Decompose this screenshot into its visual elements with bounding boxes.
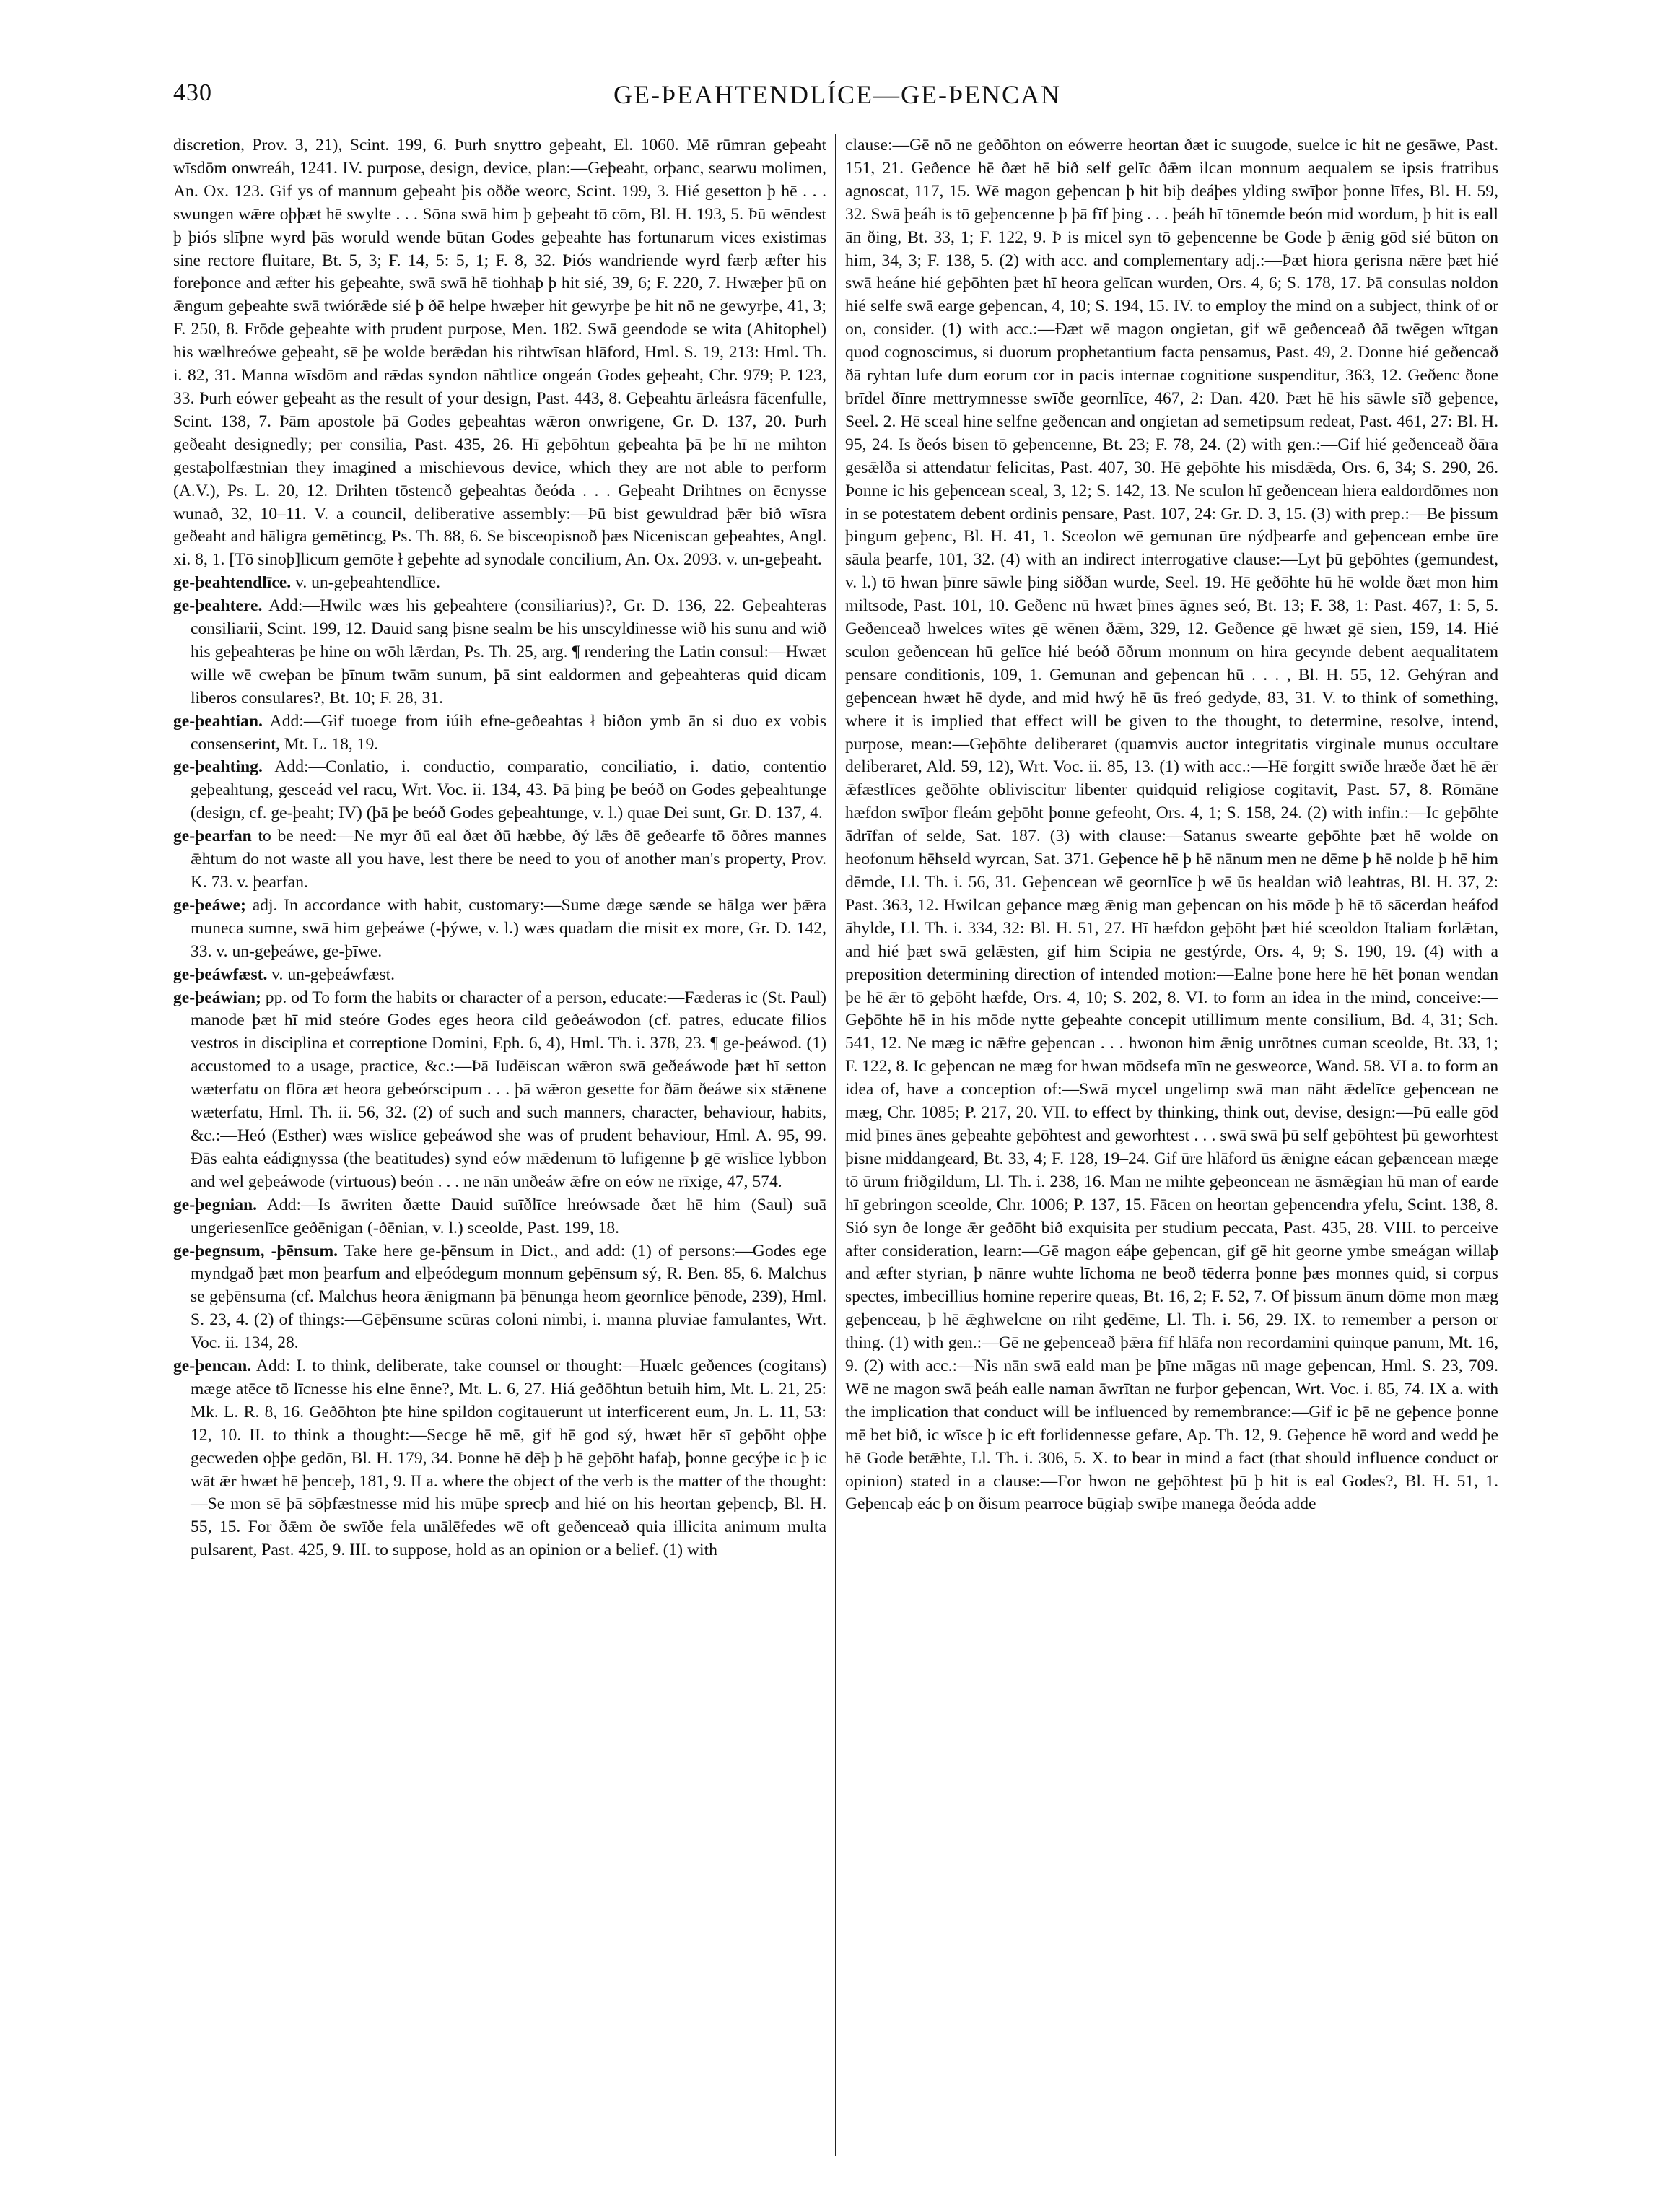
entry-headword: ge-þeahting. <box>173 757 263 777</box>
entry-headword: ge-þencan. <box>173 1357 252 1376</box>
dictionary-entry <box>173 1240 826 1356</box>
entry-continuation: discretion, Prov. 3, 21), Scint. 199, 6. Þurh snyttro geþeaht, El. 1060. Mē rūmran geþeaht wīsdōm onwreáh, 1241. IV. purpose, design, device, plan:—Geþeaht, orþanc, searwu molimen, An. Ox. 123. Gif ys of mannum geþeaht þis oððe weorc, Scint. 199, 3. Hié gesetton þ hē . . . swungen wǣre oþþæt hē swylte . . . Sōna swā him þ geþeaht tō cōm, Bl. H. 193, 5. Þū wēndest þ þiós slīþne wyrd þās woruld wende būtan Godes geþeahte has fortunarum vices existimas sine rectore fluitare, Bt. 5, 3; F. 14, 5: 5, 1; F. 8, 32. Þiós wandriende wyrd færþ æfter his foreþonce and æfter his geþeahte, swā swā hē tiohhaþ þ hit sié, 39, 6; F. 220, 7. Hwæþer þū on ǣngum geþeahte swā twiórǣde sié þ ðē helpe hwæþer hit gewyrþe þe hit nō ne gewyrþe, 41, 3; F. 250, 8. Frōde geþeahte with prudent purpose, Men. 182. Swā geendode se wita (Ahitophel) his wælhreówe geþeaht, sē þe wolde berǣdan his rihtwīsan hlāford, Hml. S. 19, 213: Hml. Th. i. 82, 31. Manna wīsdōm and rǣdas syndon nāhtlice ongeán Godes geþeaht, Chr. 979; P. 123, 33. Þurh eówer geþeaht as the result of your design, Past. 443, 8. Geþeahtu ārleásra fācenfulle, Scint. 138, 7. Þām apostole þā Godes geþeahtas wǣron onwrigene, Gr. D. 137, 20. Þurh geðeaht designedly; per consilia, Past. 435, 26. Hī geþōhtun geþeahta þā þe hī ne mihton gestaþolfæstnian they imagined a mischievous device, which they are not able to perform (A.V.), Ps. L. 20, 12. Drihten tōstencð geþeahtas ðeóda . . . Geþeaht Drihtnes on ēcnysse wunað, 32, 10–11. V. a council, deliberative assembly:—Þū bist gewuldrad þǣr bið wīsra geðeaht and hāligra gemētincg, Ps. Th. 88, 6. Se bisceopisnoð þæs Niceniscan geþeahtes, Angl. xi. 8, 1. [Tō sinoþ]licum gemōte ł geþehte ad synodale concilium, An. Ox. 2093. v. un-geþeaht. <box>173 136 826 570</box>
dictionary-entry <box>173 964 826 987</box>
page-header <box>173 79 1501 123</box>
dictionary-entry <box>173 825 826 894</box>
text-columns <box>173 134 1501 2156</box>
entry-definition: Add:—Hwilc wæs his geþeahtere (consiliarius)?, Gr. D. 136, 22. Geþeahteras consiliarii, Scint. 199, 12. Dauid sang þisne sealm be his unscyldinesse wið his sunu and wið his geþeahteras þe hine on wōh lǣrdan, Ps. Th. 25, arg. ¶ rendering the Latin consul:—Hwæt wille wē cweþan be þīnum twām sunum, þā sint ealdormen and geþeahteras quid dicam liberos consulares?, Bt. 10; F. 28, 31. <box>191 596 826 707</box>
entry-definition: v. un-geþeahtendlīce. <box>291 573 440 593</box>
entry-headword: ge-þeahtere. <box>173 596 263 616</box>
dictionary-entry <box>173 987 826 1194</box>
dictionary-entry <box>173 710 826 757</box>
entry-headword: ge-þegnsum, -þēnsum. <box>173 1241 338 1260</box>
entry-headword: ge-þeáwe; <box>173 895 246 915</box>
page-number: 430 <box>173 79 212 106</box>
entry-headword: ge-þeahtian. <box>173 711 263 731</box>
left-column <box>173 134 835 2156</box>
entry-headword: ge-þearfan <box>173 827 252 846</box>
entry-headword: ge-þeáwian; <box>173 988 261 1007</box>
entry-definition: Add:—Conlatio, i. conductio, comparatio, conciliatio, i. datio, contentio geþeahtung, gesceád vel racu, Wrt. Voc. ii. 134, 43. Þā þing þe beóð on Godes geþeahtunge (design, cf. ge-þeaht; IV) (þā þe beóð Godes geþeahtunge, v. l.) quae Dei sunt, Gr. D. 137, 4. <box>191 757 826 823</box>
entry-headword: ge-þeahtendlīce. <box>173 573 292 593</box>
right-column <box>836 134 1498 2156</box>
entry-definition: v. un-geþeáwfæst. <box>267 965 396 984</box>
entry-definition: Add:—Gif tuoege from iúih efne-geðeahtas ł biðon ymb ān si duo ex vobis consenserint, Mt. L. 18, 19. <box>191 711 826 754</box>
entry-definition: Take here ge-þēnsum in Dict., and add: (1) of persons:—Godes ege myndgað þæt mon þearfum and elþeódegum monnum geþēnsum sý, R. Ben. 85, 6. Malchus se geþēnsuma (cf. Malchus heora ǣnigmann þā þēnunga heom geornlīce þēnode, 239), Hml. S. 23, 4. (2) of things:—Gēþēnsume scūras coloni nimbi, i. manna pluviae famulantes, Wrt. Voc. ii. 134, 28. <box>191 1241 826 1353</box>
dictionary-entry <box>173 1194 826 1240</box>
running-title: GE-ÞEAHTENDLÍCE—GE-ÞENCAN <box>613 80 1061 109</box>
entry-definition: Add:—Is āwriten ðætte Dauid suīðlīce hreówsade ðæt hē him (Saul) suā ungeriesenlīce geðēnigan (-ðēnian, v. l.) sceolde, Past. 199, 18. <box>191 1195 826 1237</box>
entry-definition: to be need:—Ne myr ðū eal ðæt ðū hæbbe, ðý lǣs ðē geðearfe tō ōðres mannes ǣhtum do not waste all you have, lest there be need to you of another man's property, Prov. K. 73. v. þearfan. <box>191 827 826 892</box>
dictionary-entry <box>173 595 826 710</box>
entry-headword: ge-þegnian. <box>173 1195 258 1214</box>
dictionary-entry <box>173 756 826 825</box>
entry-definition: pp. od To form the habits or character of a person, educate:—Fæderas ic (St. Paul) manode þæt hī mid steóre Godes eges heora cild geðeáwodon (cf. patres, educate filios vestros in disciplina et correptione Domini, Eph. 6, 4), Hml. Th. i. 378, 23. ¶ ge-þeáwod. (1) accustomed to a usage, practice, &c.:—Þā Iudēiscan wǣron swā geðeáwode þæt hī setton wæterfatu on flōra æt heora gebeórscipum . . . þā wǣron gesette for ðām ðeáwe six stǣnene wæterfatu, Hml. Th. ii. 56, 32. (2) of such and such manners, character, behaviour, habits, &c.:—Heó (Esther) wæs wīslīce geþeáwod she was of prudent behaviour, Hml. A. 95, 99. Ðās eahta eádignyssa (the beatitudes) synd eów mǣdenum tō lufigenne þ gē wīslīce lybbon and wel geþeáwode (virtuous) beón . . . ne nān unðeáw ǣfre on eów ne rīxige, 47, 574. <box>191 988 826 1191</box>
dictionary-entry <box>173 894 826 964</box>
dictionary-entry <box>173 572 826 595</box>
entry-definition: adj. In accordance with habit, customary:—Sume dæge sænde se hālga wer þǣra muneca sumne, swā him geþeáwe (-þýwe, v. l.) wæs quadam die misit ex more, Gr. D. 142, 33. v. un-geþeáwe, ge-þīwe. <box>191 895 826 961</box>
entry-continuation: clause:—Gē nō ne geðōhton on eówerre heortan ðæt ic suugode, suelce ic hit ne gesāwe, Past. 151, 21. Geðence hē ðæt hē bið self gelīc ðǣm ilcan monnum aequalem se ipsis fratribus agnoscat, 117, 15. Wē magon geþencan þ hit biþ deáþes ylding swīþor þonne līfes, Bl. H. 59, 32. Swā þeáh is tō geþencenne þ þā fīf þing . . . þeáh hī tōnemde beón mid wordum, þ hit is eall ān ðing, Bt. 33, 1; F. 122, 9. Þ is micel syn tō geþencenne be Gode þ ǣnig gōd sié būton on him, 34, 3; F. 138, 5. (2) with acc. and complementary adj.:—Þæt hiora gerisna nǣre þæt hié swā heáne hié geþōhten þæt hī heora gelīcan wurden, Ors. 4, 6; S. 178, 17. Þā consulas noldon hié selfe swā earge geþencan, 4, 10; S. 194, 15. IV. to employ the mind on a subject, think of or on, consider. (1) with acc.:—Ðæt wē magon ongietan, gif wē geðenceað ðā twēgen wītgan quod cognoscimus, si duorum prophetantium facta pensamus, Past. 49, 2. Ðonne hié geðencað ðā ryhtan lufe dum eorum cor in pacis internae cognitione suspenditur, 363, 12. Geðenc ðone brīdel ðīnre mettrymnesse swīðe geornlīce, 467, 2: Dan. 420. Þæt hē his sāwle sīð geþence, Seel. 2. Hē sceal hine selfne geðencan and ongietan ad semetipsum redeat, Past. 461, 27: Bl. H. 95, 24. Is ðeós bisen tō geþencenne, Bt. 23; F. 78, 24. (2) with gen.:—Gif hié geðenceað ðāra gesǣlða si attendatur felicitas, Past. 407, 30. Hē geþōhte his misdǣda, Ors. 6, 34; S. 290, 26. Þonne ic his geþencean sceal, 3, 12; S. 142, 13. Ne sculon hī geðencean hiera ealdordōmes non in se potestatem debent ordinis pensare, Past. 107, 24: Gr. D. 3, 15. (3) with prep.:—Be þissum þingum geþenc, Bl. H. 41, 1. Sceolon wē gemunan ūre nýdþearfe and geþencean embe ūre sāula þearfe, 101, 32. (4) with an indirect interrogative clause:—Lyt þū geþōhtes (gemundest, v. l.) tō hwan þīnre sāwle þing siððan wurde, Seel. 19. Hē geðōhte hū hē wolde ðæt mon him miltsode, Past. 101, 10. Geðenc nū hwæt þīnes āgnes seó, Bt. 13; F. 38, 1: Past. 467, 1: 5, 5. Geðenceað hwelces wītes gē wēnen ðǣm, 329, 12. Geðence gē hwæt gē sien, 159, 14. Hié sculon geðencean hū gelīce hié beóð ōðrum monnum on hira gecynde debent aequalitatem pensare conditionis, 109, 1. Gemunan and geþencan hū . . . , Bl. H. 55, 12. Gehýran and geþencean hwæt hē dyde, and mid hwý hē ūs freó gedyde, 83, 31. V. to think of something, where it is implied that effect will be given to the thought, to determine, resolve, intend, purpose, mean:—Geþōhte deliberaret (quamvis auctor integritatis virginale munus occultare deliberaret, Ald. 59, 12), Wrt. Voc. ii. 85, 13. (1) with acc.:—Hē forgitt swīðe hræðe ðæt hē ǣr ǣfæstlīces geðōhte obliviscitur libenter quidquid religiose cogitavit, Past. 57, 8. Rōmāne hæfdon swīþor fleám geþōht þonne gefeoht, Ors. 4, 1; S. 158, 24. (2) with infin.:—Ic geþōhte ādrīfan of selde, Sat. 187. (3) with clause:—Satanus swearte geþōhte þæt hē wolde on heofonum hēhseld wyrcan, Sat. 371. Geþence hē þ hē nānum men ne dēme þ hē nolde þ hē him dēmde, Ll. Th. i. 56, 31. Geþencean wē geornlīce þ wē ūs healdan wið leahtras, Bl. H. 37, 2: Past. 363, 12. Hwilcan geþance mæg ǣnig man geþencan on his mōde þ hē tō sācerdan heáfod āhylde, Ll. Th. i. 334, 32: Bl. H. 51, 27. Hī hæfdon geþōht þæt hié sceoldon Italiam forlǣtan, and hié þæt swā gelǣsten, gif him Scipia ne gestýrde, Ors. 4, 9; S. 190, 19. (4) with a preposition determining direction of intended motion:—Ealne þone here hē hēt þonan wendan þe hē ǣr tō geþōht hæfde, Ors. 4, 10; S. 202, 8. VI. to form an idea in the mind, conceive:—Geþōhte hē in his mōde nytte geþeahte concepit utillimum mente consilium, Bd. 4, 31; Sch. 541, 12. Ne mæg ic nǣfre geþencan . . . hwonon him ǣnig unrōtnes cuman sceolde, Bt. 33, 1; F. 122, 8. Ic geþencan ne mæg for hwan mōdsefa mīn ne gesweorce, Wand. 58. VI a. to form an idea of, have a conception of:—Swā mycel ungelimp swā man nāht ǣdelīce geþencean ne mæg, Chr. 1085; P. 217, 20. VII. to effect by thinking, think out, devise, design:—Þū ealle gōd mid þīnes ānes geþeahte geþōhtest and geworhtest . . . swā swā þū self geþōhtest þū geworhtest þisne middangeard, Bt. 33, 4; F. 128, 19–24. Gif ūre hlāford ūs ǣnigne eácan geþæncean mæge tō ūrum friðgildum, Ll. Th. i. 238, 16. Man ne mihte geþeoncean ne āsmǣgian hū man of earde hī gebringon sceolde, Chr. 1006; P. 137, 15. Fācen on heortan geþencendra yfelu, Scint. 138, 8. Sió syn ðe longe ǣr geðōht bið exquisita per studium peccata, Past. 435, 28. VIII. to perceive after consideration, learn:—Gē magon eáþe geþencan, gif gē hit georne ymbe smeágan willaþ and æfter styrian, þ nānre wuhte līchoma ne beoð tēderra þonne þæs monnes quid, si corpus spectes, imbecillius homine reperire queas, Bt. 16, 2; F. 52, 7. Of þissum ānum dōme mon mæg geþenceau, þ hē ǣghwelcne on riht gedēme, Ll. Th. i. 56, 29. IX. to remember a person or thing. (1) with gen.:—Gē ne geþenceað þǣra fīf hlāfa non recordamini quinque panum, Mt. 16, 9. (2) with acc.:—Nis nān swā eald man þe þīne māgas nū mage geþencan, Hml. S. 23, 709. Wē ne magon swā þeáh ealle naman āwrītan ne furþor geþencan, Wrt. Voc. i. 85, 74. IX a. with the implication that conduct will be influenced by remembrance:—Gif ic þē ne geþence þonne mē bet bið, ic wīsce þ ic eft forlidennesse gefare, Ap. Th. 12, 9. Geþence hē word and wedd þe hē Gode betǣhte, Ll. Th. i. 306, 5. X. to bear in mind a fact (that should influence conduct or opinion) stated in a clause:—For hwon ne geþōhtest þū þ hit is eal Godes?, Bl. H. 51, 1. Geþencaþ eác þ on ðisum pearroce būgiaþ swīþe manega ðeóda adde <box>845 136 1498 1514</box>
dictionary-entry <box>173 1355 826 1562</box>
entry-definition: Add: I. to think, deliberate, take counsel or thought:—Huælc geðences (cogitans) mæge atēce tō līcnesse his elne ēnne?, Mt. L. 6, 27. Hiá geðōhtun betuih him, Mt. L. 21, 25: Mk. L. R. 8, 16. Geðōhton þte hine spildon cogitauerunt ut interficerent eum, Jn. L. 11, 53: 12, 10. II. to think a thought:—Secge hē mē, gif hē god sý, hwæt hēr sī geþōht oþþe gecweden oþþe gedōn, Bl. H. 179, 34. Þonne hē dēþ þ hē geþōht hafaþ, þonne gecýþe ic þ ic wāt ǣr hwæt hē þenceþ, 181, 9. II a. where the object of the verb is the matter of the thought:—Se mon sē þā sōþfæstnesse mid his mūþe sprecþ and hié on his heortan geþencþ, Bl. H. 55, 15. For ðǣm ðe swīðe fela unālēfedes wē oft geðenceað quia illicita animum multa pulsarent, Past. 425, 9. III. to suppose, hold as an opinion or a belief. (1) with <box>191 1357 826 1560</box>
entry-headword: ge-þeáwfæst. <box>173 965 268 984</box>
